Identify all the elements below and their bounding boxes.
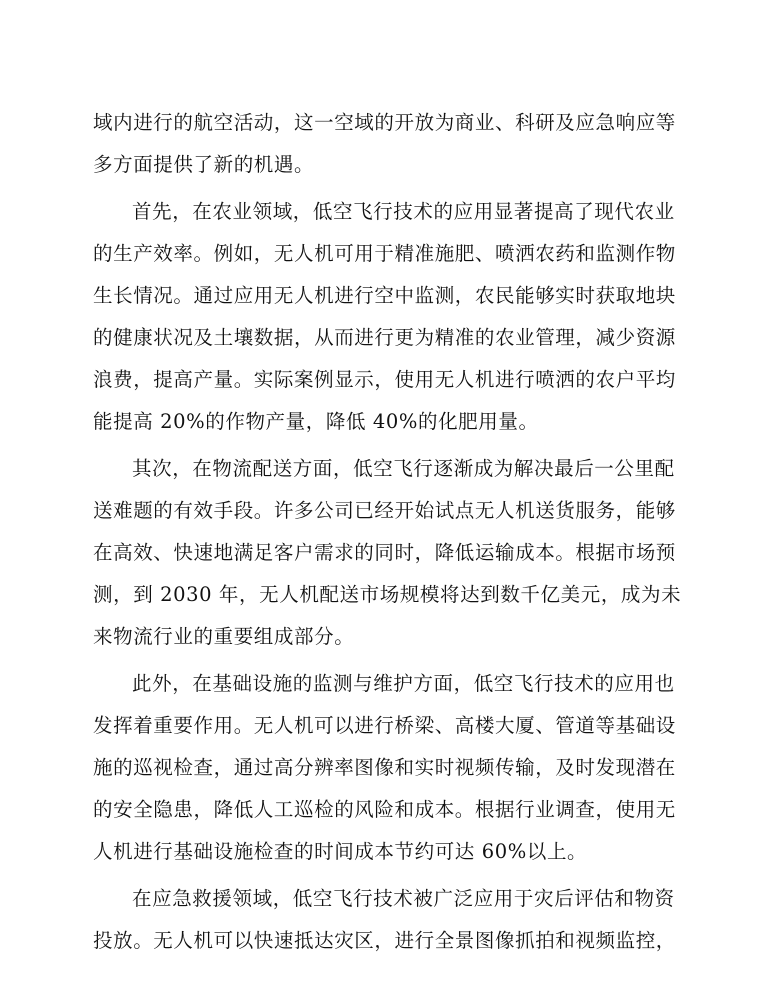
text-line: 浪费，提高产量。实际案例显示，使用无人机进行喷洒的农户平均 [93, 368, 676, 391]
text-line: 的生产效率。例如，无人机可用于精准施肥、喷洒农药和监测作物 [93, 242, 676, 265]
text-line: 发挥着重要作用。无人机可以进行桥梁、高楼大厦、管道等基础设 [93, 714, 676, 737]
paragraph [93, 878, 678, 962]
text-line: 人机进行基础设施检查的时间成本节约可达 60%以上。 [93, 840, 588, 863]
paragraph [93, 448, 682, 658]
text-line: 来物流行业的重要组成部分。 [93, 625, 355, 648]
text-line: 首先，在农业领域，低空飞行技术的应用显著提高了现代农业 [132, 200, 675, 223]
paragraph [93, 663, 678, 873]
text-line: 其次，在物流配送方面，低空飞行逐渐成为解决最后一公里配 [132, 457, 675, 480]
text-line: 多方面提供了新的机遇。 [93, 153, 315, 176]
text-line: 在高效、快速地满足客户需求的同时，降低运输成本。根据市场预 [93, 541, 676, 564]
document-body [93, 102, 682, 962]
text-line: 能提高 20%的作物产量，降低 40%的化肥用量。 [93, 410, 539, 433]
text-line: 生长情况。通过应用无人机进行空中监测，农民能够实时获取地块 [93, 284, 676, 307]
text-line: 此外，在基础设施的监测与维护方面，低空飞行技术的应用也 [132, 672, 675, 695]
text-line: 测，到 2030 年，无人机配送市场规模将达到数千亿美元，成为未 [93, 583, 682, 606]
text-line: 施的巡视检查，通过高分辨率图像和实时视频传输，及时发现潜在 [93, 756, 676, 779]
text-line: 在应急救援领域，低空飞行技术被广泛应用于灾后评估和物资 [132, 887, 675, 910]
text-line: 投放。无人机可以快速抵达灾区，进行全景图像抓拍和视频监控， [93, 929, 676, 952]
text-line: 域内进行的航空活动，这一空域的开放为商业、科研及应急响应等 [93, 111, 676, 134]
text-line: 的安全隐患，降低人工巡检的风险和成本。根据行业调查，使用无 [93, 798, 676, 821]
paragraph [93, 102, 678, 186]
text-line: 送难题的有效手段。许多公司已经开始试点无人机送货服务，能够 [93, 499, 676, 522]
paragraph [93, 191, 678, 443]
text-line: 的健康状况及土壤数据，从而进行更为精准的农业管理，减少资源 [93, 326, 676, 349]
